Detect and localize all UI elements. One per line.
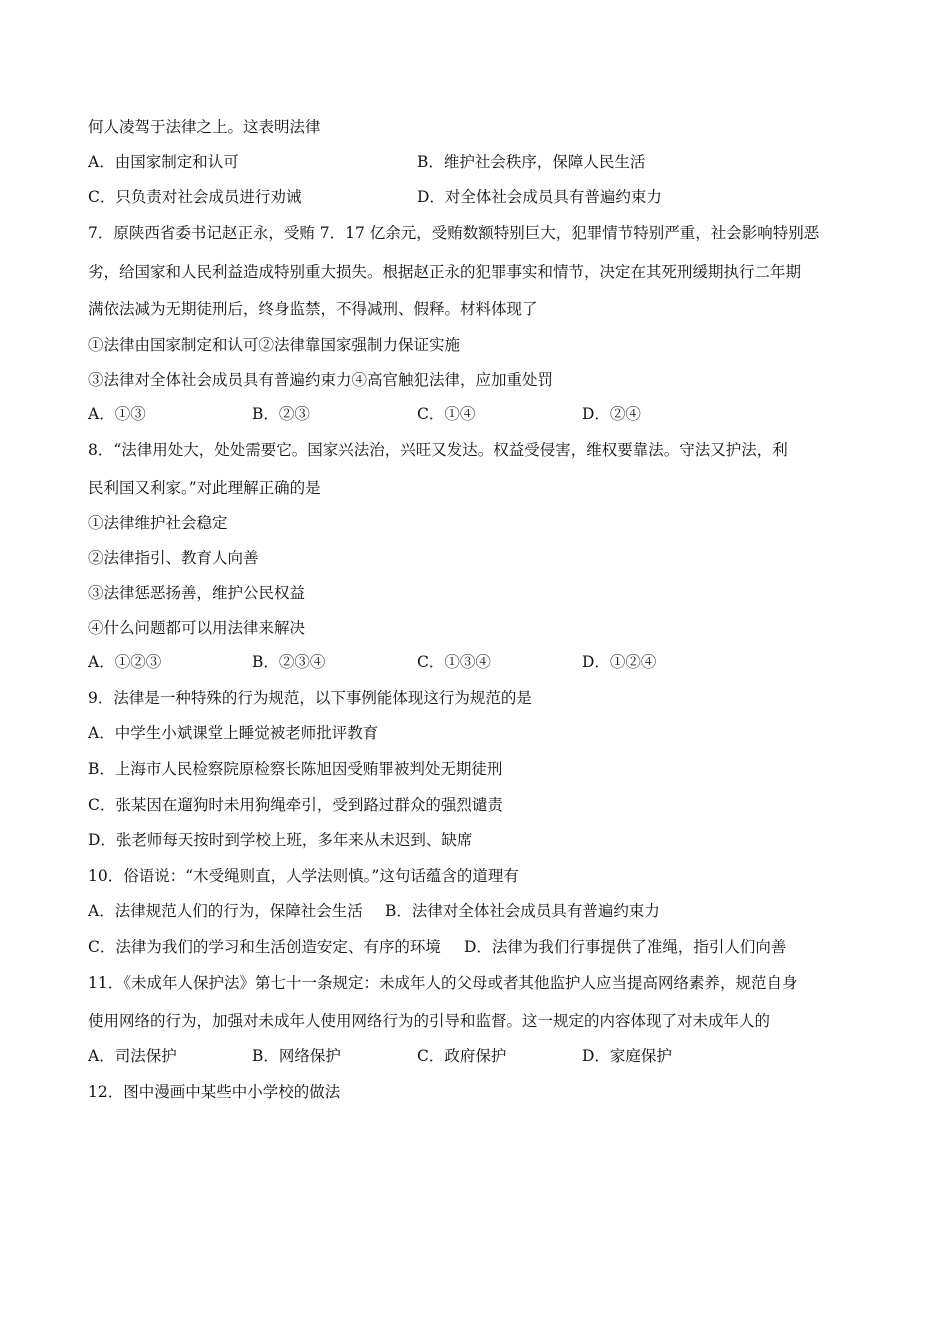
q8-statement-1: ①法律维护社会稳定 <box>88 514 228 532</box>
q11-option-c: C．政府保护 <box>417 1047 507 1065</box>
q6-stem-tail: 何人凌驾于法律之上。这表明法律 <box>88 118 321 136</box>
q8-statement-2: ②法律指引、教育人向善 <box>88 549 259 567</box>
q11-stem-line-1: 11．《未成年人保护法》第七十一条规定：未成年人的父母或者其他监护人应当提高网络素养，规范自身 <box>88 974 798 992</box>
q9-option-b: B．上海市人民检察院原检察长陈旭因受贿罪被判处无期徒刑 <box>88 760 503 778</box>
q12-stem: 12．图中漫画中某些中小学校的做法 <box>88 1083 341 1101</box>
q9-stem: 9．法律是一种特殊的行为规范，以下事例能体现这行为规范的是 <box>88 689 532 707</box>
q10-option-d: D．法律为我们行事提供了准绳，指引人们向善 <box>464 938 787 956</box>
q10-option-a: A．法律规范人们的行为，保障社会生活 <box>88 902 363 920</box>
q8-option-c: C．①③④ <box>417 653 491 671</box>
q8-stem-line-2: 民利国又利家。”对此理解正确的是 <box>88 479 321 497</box>
q6-option-c: C．只负责对社会成员进行劝诫 <box>88 188 302 206</box>
q7-option-b: B．②③ <box>252 405 310 423</box>
q6-option-b: B．维护社会秩序，保障人民生活 <box>417 153 646 171</box>
q8-option-b: B．②③④ <box>252 653 326 671</box>
q8-statement-4: ④什么问题都可以用法律来解决 <box>88 619 306 637</box>
q7-stem-line-2: 劣，给国家和人民利益造成特别重大损失。根据赵正永的犯罪事实和情节，决定在其死刑缓期执行二年期 <box>88 263 802 281</box>
q9-option-a: A．中学生小斌课堂上睡觉被老师批评教育 <box>88 724 379 742</box>
q7-statement-2: ③法律对全体社会成员具有普遍约束力④高官触犯法律，应加重处罚 <box>88 371 554 389</box>
q7-stem-line-1: 7．原陕西省委书记赵正永，受贿 7．17 亿余元，受贿数额特别巨大，犯罪情节特别严重，社会影响特别恶 <box>88 224 820 242</box>
q8-option-d: D．①②④ <box>582 653 657 671</box>
q7-option-d: D．②④ <box>582 405 641 423</box>
q10-option-c: C．法律为我们的学习和生活创造安定、有序的环境 <box>88 938 441 956</box>
q6-option-a: A．由国家制定和认可 <box>88 153 239 171</box>
q7-stem-line-3: 满依法减为无期徒刑后，终身监禁，不得减刑、假释。材料体现了 <box>88 300 538 318</box>
q7-option-c: C．①④ <box>417 405 476 423</box>
q11-stem-line-2: 使用网络的行为，加强对未成年人使用网络行为的引导和监督。这一规定的内容体现了对未成年人的 <box>88 1012 771 1030</box>
q8-option-a: A．①②③ <box>88 653 162 671</box>
q9-option-c: C．张某因在遛狗时未用狗绳牵引，受到路过群众的强烈谴责 <box>88 796 503 814</box>
q11-option-b: B．网络保护 <box>252 1047 341 1065</box>
q9-option-d: D．张老师每天按时到学校上班，多年来从未迟到、缺席 <box>88 831 473 849</box>
q11-option-a: A．司法保护 <box>88 1047 177 1065</box>
q7-option-a: A．①③ <box>88 405 146 423</box>
q10-option-b: B．法律对全体社会成员具有普遍约束力 <box>385 902 660 920</box>
q7-statement-1: ①法律由国家制定和认可②法律靠国家强制力保证实施 <box>88 336 461 354</box>
q10-stem: 10．俗语说：“木受绳则直，人学法则慎。”这句话蕴含的道理有 <box>88 867 519 885</box>
q8-stem-line-1: 8．“法律用处大，处处需要它。国家兴法治，兴旺又发达。权益受侵害，维权要靠法。守法又护法，利 <box>88 441 788 459</box>
q11-option-d: D．家庭保护 <box>582 1047 672 1065</box>
q6-option-d: D．对全体社会成员具有普遍约束力 <box>417 188 662 206</box>
q8-statement-3: ③法律惩恶扬善，维护公民权益 <box>88 584 306 602</box>
